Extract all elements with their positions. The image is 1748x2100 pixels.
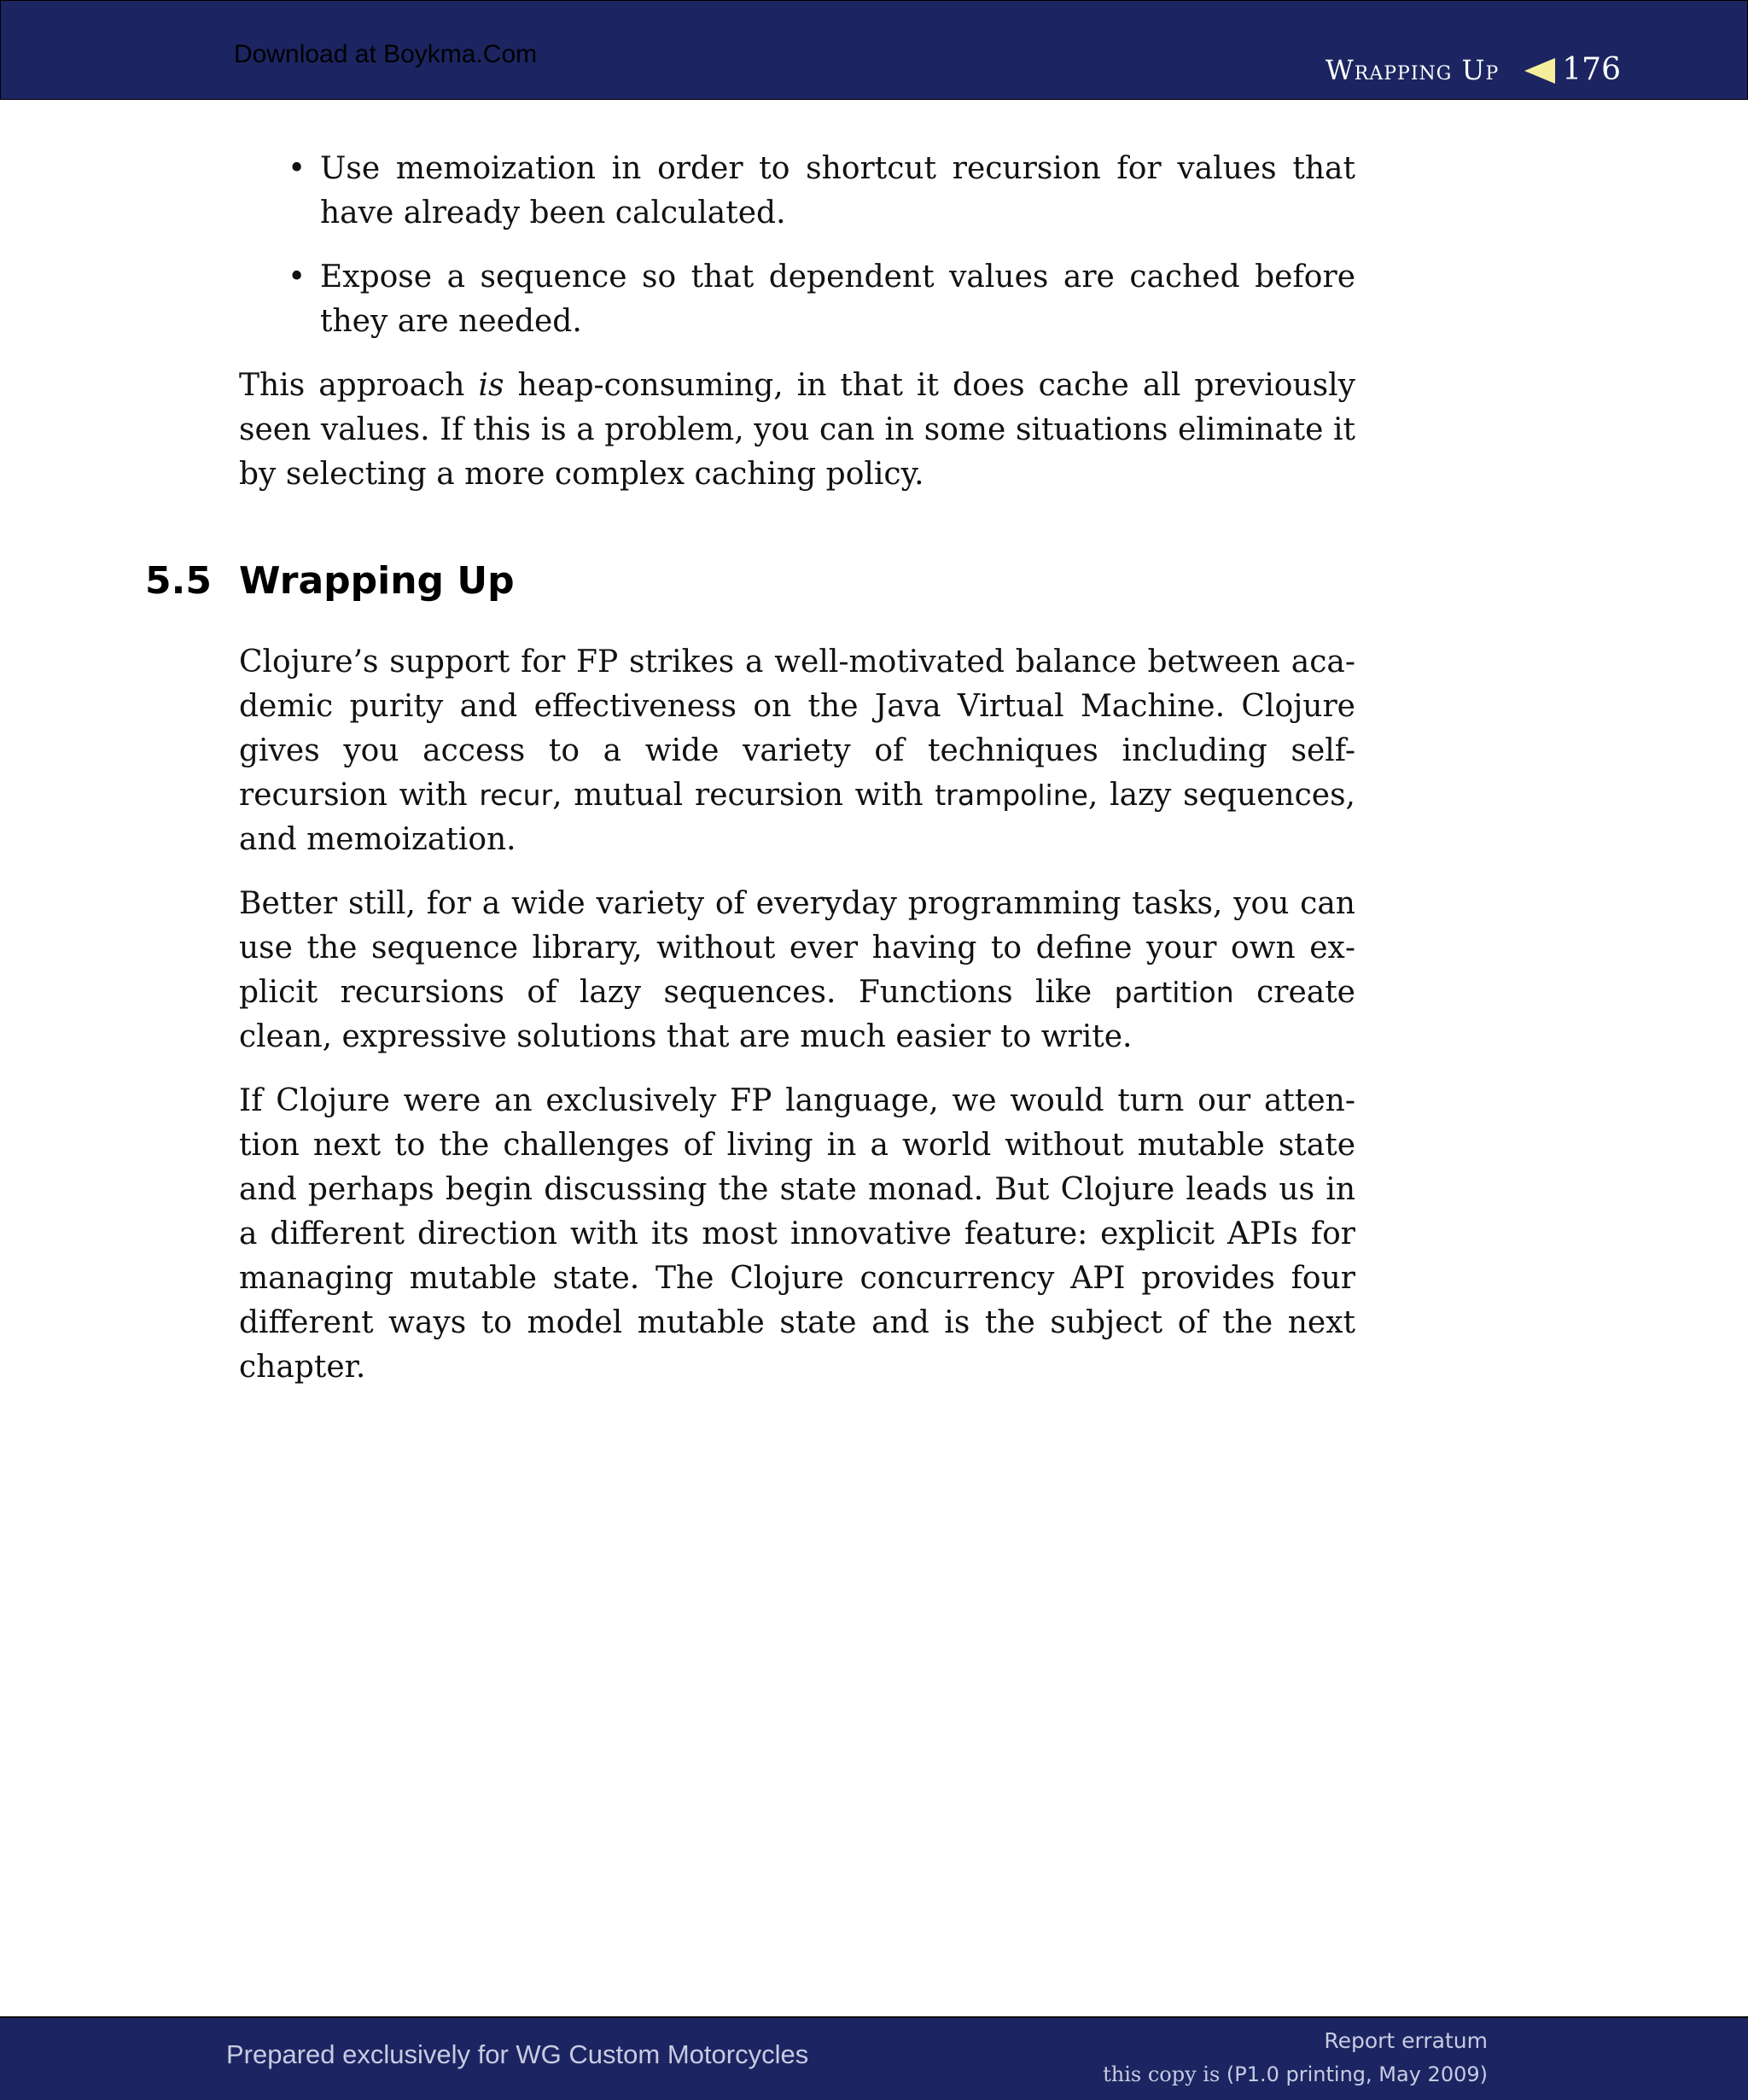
copy-info: [1103, 2062, 1488, 2086]
p1-text-b: , mutual recursion with: [552, 778, 935, 813]
paragraph-3: If Clojure were an exclusively FP language, we would turn our attention next to the challenges of living in a world without mutable state and perhaps begin discussing the state monad. But Clojure leads us in a different direction with its most innovative feature: explicit APIs for managing mutable state. The Clojure concurrency API provides four different ways to model mutable state and is the subject of the next chapter.: [239, 1083, 1355, 1385]
section-body: [239, 640, 1355, 1409]
p1-text-c: , lazy sequences, and memoization.: [239, 778, 1355, 857]
bullet-text: Expose a sequence so that dependent values are cached before they are needed.: [320, 260, 1355, 339]
page-footer: [0, 2016, 1748, 2100]
code-partition: partition: [1114, 976, 1234, 1009]
copy-prefix: this copy is: [1103, 2062, 1227, 2086]
page-number: 176: [1562, 52, 1621, 87]
section-heading: [145, 559, 515, 603]
intro-content: [239, 147, 1355, 516]
bullet-text: Use memoization in order to shortcut recursion for values that have already been calculated.: [320, 151, 1355, 230]
p2-text-b: create clean, expressive solutions that are much easier to write.: [239, 975, 1355, 1054]
bullet-icon: •: [288, 260, 306, 295]
running-head: Wrapping Up: [1325, 53, 1500, 86]
paragraph-2: [239, 882, 1355, 1059]
paragraph-1: [239, 640, 1355, 862]
section-title: Wrapping Up: [239, 559, 515, 603]
bullet-list: [239, 147, 1355, 344]
page-header: [0, 0, 1748, 100]
intro-text-end: heap-consuming, in that it does cache all previously seen values. If this is a problem, you can in some situations eliminate it by selecting a more complex caching policy.: [239, 368, 1355, 492]
intro-emphasis: is: [478, 368, 504, 403]
p1-text-a: Clojure’s support for FP strikes a well-motivated balance between academic purity and effectiveness on the Java Virtual Machine. Clojure gives you access to a wide variety of techniques including self-recursion with: [239, 645, 1355, 813]
p2-text-a: Better still, for a wide variety of everyday programming tasks, you can use the sequence library, without ever having to define your own explicit recursions of lazy sequences. Functions like: [239, 886, 1355, 1010]
download-watermark: Download at Boykma.Com: [234, 40, 538, 68]
list-item: [288, 147, 1355, 236]
section-number: 5.5: [145, 559, 212, 603]
copy-detail: (P1.0 printing, May 2009): [1226, 2062, 1488, 2086]
report-erratum-link[interactable]: Report erratum: [1324, 2028, 1488, 2053]
code-recur: recur: [479, 779, 553, 812]
prepared-for-text: Prepared exclusively for WG Custom Motorcycles: [226, 2039, 809, 2069]
code-trampoline: trampoline: [935, 779, 1088, 812]
back-triangle-icon[interactable]: [1524, 57, 1555, 83]
intro-text-start: This approach: [239, 368, 479, 403]
intro-paragraph: [239, 364, 1355, 497]
header-navigation: [1326, 52, 1621, 87]
bullet-icon: •: [288, 151, 306, 186]
list-item: [288, 255, 1355, 344]
